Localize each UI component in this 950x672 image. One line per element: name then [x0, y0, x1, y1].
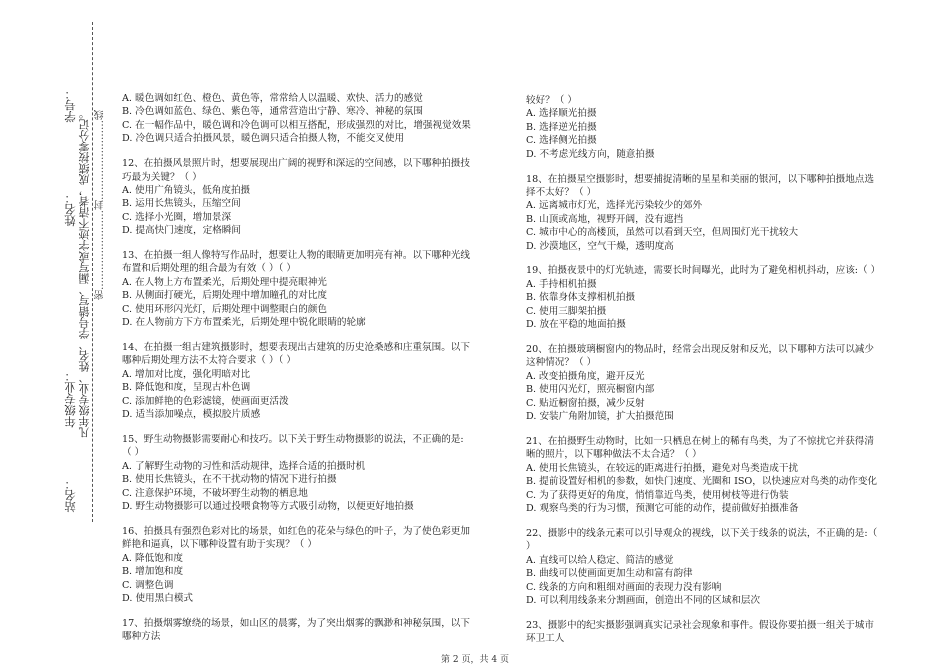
option: D. 安装广角附加镜，扩大拍摄范围 — [526, 411, 674, 423]
question-stem: 14、在拍摄一组古建筑摄影时，想要表现出古建筑的历史沧桑感和庄重氛围。以下哪种后期处理方法不太符合要求（ ）（ ） — [122, 342, 470, 367]
option: A. 在人物上方布置柔光，后期处理中提亮眼神光 — [122, 276, 327, 288]
question-stem: 16、拍摄具有强烈色彩对比的场景，如红色的花朵与绿色的叶子，为了使色彩更加鲜艳和逼真，以下哪种设置有助于实现？（ ） — [122, 525, 470, 551]
major-label: 年级专业： — [63, 370, 77, 428]
option: C. 使用三脚架拍摄 — [526, 305, 607, 317]
option: B. 增加饱和度 — [122, 566, 184, 578]
option: A. 手持相机拍摄 — [526, 278, 597, 290]
binding-margin — [0, 0, 110, 672]
option: C. 选择小光圈，增加景深 — [122, 211, 232, 223]
option: C. 调整色调 — [122, 579, 174, 591]
question-stem: 21、在拍摄野生动物时，比如一只栖息在树上的稀有鸟类，为了不惊扰它并获得清晰的照片，以下哪种做法不太合适？（ ） — [526, 435, 874, 461]
option: D. 适当添加噪点，模拟胶片质感 — [122, 409, 261, 421]
option: D. 沙漠地区，空气干燥，透明度高 — [526, 240, 674, 252]
option: D. 在人物前方下方布置柔光，后期处理中锐化眼睛的轮廓 — [122, 317, 366, 329]
question-18 — [526, 173, 881, 253]
option: A. 增加对比度，强化明暗对比 — [122, 368, 251, 380]
left-column — [122, 92, 472, 655]
question-11-continuation — [122, 92, 472, 146]
option: B. 山顶或高地，视野开阔，没有遮挡 — [526, 213, 684, 225]
exam-no-label: 学号： — [63, 88, 77, 123]
question-23 — [526, 619, 881, 646]
option: A. 使用广角镜头，低角度拍摄 — [122, 184, 251, 196]
question-stem: 17、拍摄烟雾缭绕的场景，如山区的晨雾，为了突出烟雾的飘渺和神秘氛围，以下哪种方法 — [122, 617, 470, 643]
school-label: 站名： — [63, 478, 77, 513]
option: D. 可以利用线条来分割画面，创造出不同的区域和层次 — [526, 594, 761, 606]
option: A. 暖色调如红色、橙色、黄色等，常常给人以温暖、欢快、活力的感觉 — [122, 93, 423, 104]
option: D. 不考虑光线方向，随意拍摄 — [526, 148, 655, 160]
option: D. 野生动物摄影可以通过投喂食物等方式吸引动物，以便更好地拍摄 — [122, 500, 414, 512]
option: A. 了解野生动物的习性和活动规律，选择合适的拍摄时机 — [122, 460, 366, 472]
question-stem: 13、在拍摄一组人像特写作品时，想要让人物的眼睛更加明亮有神。以下哪种光线布置和后期处理的组合最为有效（ ）（ ） — [122, 250, 470, 275]
option: B. 运用长焦镜头，压缩空间 — [122, 198, 241, 210]
name-label: 姓名： — [63, 192, 77, 227]
option: B. 使用闪光灯，照亮橱窗内部 — [526, 384, 655, 396]
option: C. 贴近橱窗拍摄，减少反射 — [526, 397, 645, 409]
option: B. 选择逆光拍摄 — [526, 121, 597, 133]
question-13 — [122, 249, 472, 329]
option: A. 直线可以给人稳定、简洁的感觉 — [526, 554, 674, 566]
question-14 — [122, 341, 472, 421]
option: C. 使用环形闪光灯，后期处理中调整眼白的颜色 — [122, 303, 327, 315]
question-12 — [122, 157, 472, 237]
question-stem: 18、在拍摄星空摄影时，想要捕捉清晰的星星和美丽的银河，以下哪种拍摄地点选择不太好？（ ） — [526, 173, 874, 198]
option: B. 提前设置好相机的参数，如快门速度、光圈和 ISO，以快速应对鸟类的动作变化 — [526, 476, 878, 488]
question-20 — [526, 343, 881, 423]
binding-dashed-line — [92, 22, 93, 522]
question-22 — [526, 527, 881, 607]
question-stem: 较好？（ ） — [526, 95, 578, 106]
option: D. 提高快门速度，定格瞬间 — [122, 225, 241, 237]
question-stem: 12、在拍摄风景照片时，想要展现出广阔的视野和深远的空间感，以下哪种拍摄技巧最为关键？（ ） — [122, 158, 470, 183]
option: A. 选择顺光拍摄 — [526, 108, 597, 120]
question-stem: 20、在拍摄玻璃橱窗内的物品时，经常会出现反射和反光，以下哪种方法可以减少这种情况？（ ） — [526, 344, 874, 369]
question-17-continuation — [526, 94, 881, 161]
question-19 — [526, 264, 881, 331]
option: D. 冷色调只适合拍摄风景，暖色调只适合拍摄人物，不能交叉使用 — [122, 133, 405, 145]
option: D. 观察鸟类的行为习惯，预测它可能的动作，提前做好拍摄准备 — [526, 502, 799, 514]
option: C. 在一幅作品中，暖色调和冷色调可以相互搭配，形成强烈的对比，增强视觉效果 — [122, 119, 471, 131]
option: B. 曲线可以使画面更加生动和富有韵律 — [526, 568, 693, 580]
question-17 — [122, 617, 472, 644]
option: D. 放在平稳的地面拍摄 — [526, 319, 626, 331]
option: B. 降低饱和度，呈现古朴色调 — [122, 382, 251, 394]
question-16 — [122, 525, 472, 605]
binding-notice: 凡年级专业、姓名、学号错写、漏写或字迹不清者，成绩按零分记。 — [78, 108, 91, 438]
binding-seal-line: 密……………………封……………………线 — [95, 110, 106, 300]
option: A. 远离城市灯光，选择光污染较少的郊外 — [526, 200, 703, 212]
option: C. 注意保护环境，不破坏野生动物的栖息地 — [122, 487, 308, 499]
option: A. 改变拍摄角度，避开反光 — [526, 370, 645, 382]
option: C. 线条的方向和粗细对画面的表现力没有影响 — [526, 581, 722, 593]
option: B. 依靠身体支撑相机拍摄 — [526, 292, 636, 304]
page-footer: 第 2 页，共 4 页 — [441, 655, 509, 665]
question-21 — [526, 435, 881, 515]
right-column — [526, 94, 881, 657]
option: B. 冷色调如蓝色、绿色、紫色等，通常营造出宁静、寒冷、神秘的氛围 — [122, 106, 423, 118]
option: B. 使用长焦镜头，在不干扰动物的情况下进行拍摄 — [122, 474, 337, 486]
question-stem: 23、摄影中的纪实摄影强调真实记录社会现象和事件。假设你要拍摄一组关于城市环卫工人 — [526, 619, 874, 645]
option: A. 使用长焦镜头，在较远的距离进行拍摄，避免对鸟类造成干扰 — [526, 462, 799, 474]
question-stem: 19、拍摄夜景中的灯光轨迹，需要长时间曝光，此时为了避免相机抖动，应该:（ ） — [526, 265, 881, 277]
option: C. 添加鲜艳的色彩滤镜，使画面更活泼 — [122, 395, 289, 407]
option: C. 为了获得更好的角度，悄悄靠近鸟类，使用树枝等进行伪装 — [526, 489, 789, 501]
option: C. 城市中心的高楼顶，虽然可以看到天空，但周围灯光干扰较大 — [526, 227, 799, 239]
option: C. 选择侧光拍摄 — [526, 135, 597, 147]
option: D. 使用黑白模式 — [122, 592, 194, 604]
question-15 — [122, 433, 472, 513]
question-stem: 22、摄影中的线条元素可以引导观众的视线，以下关于线条的说法，不正确的是:（ ） — [526, 527, 878, 553]
option: A. 降低饱和度 — [122, 552, 183, 564]
question-stem: 15、野生动物摄影需要耐心和技巧。以下关于野生动物摄影的说法，不正确的是:（ ） — [122, 433, 464, 459]
option: B. 从侧面打硬光，后期处理中增加瞳孔的对比度 — [122, 290, 328, 302]
